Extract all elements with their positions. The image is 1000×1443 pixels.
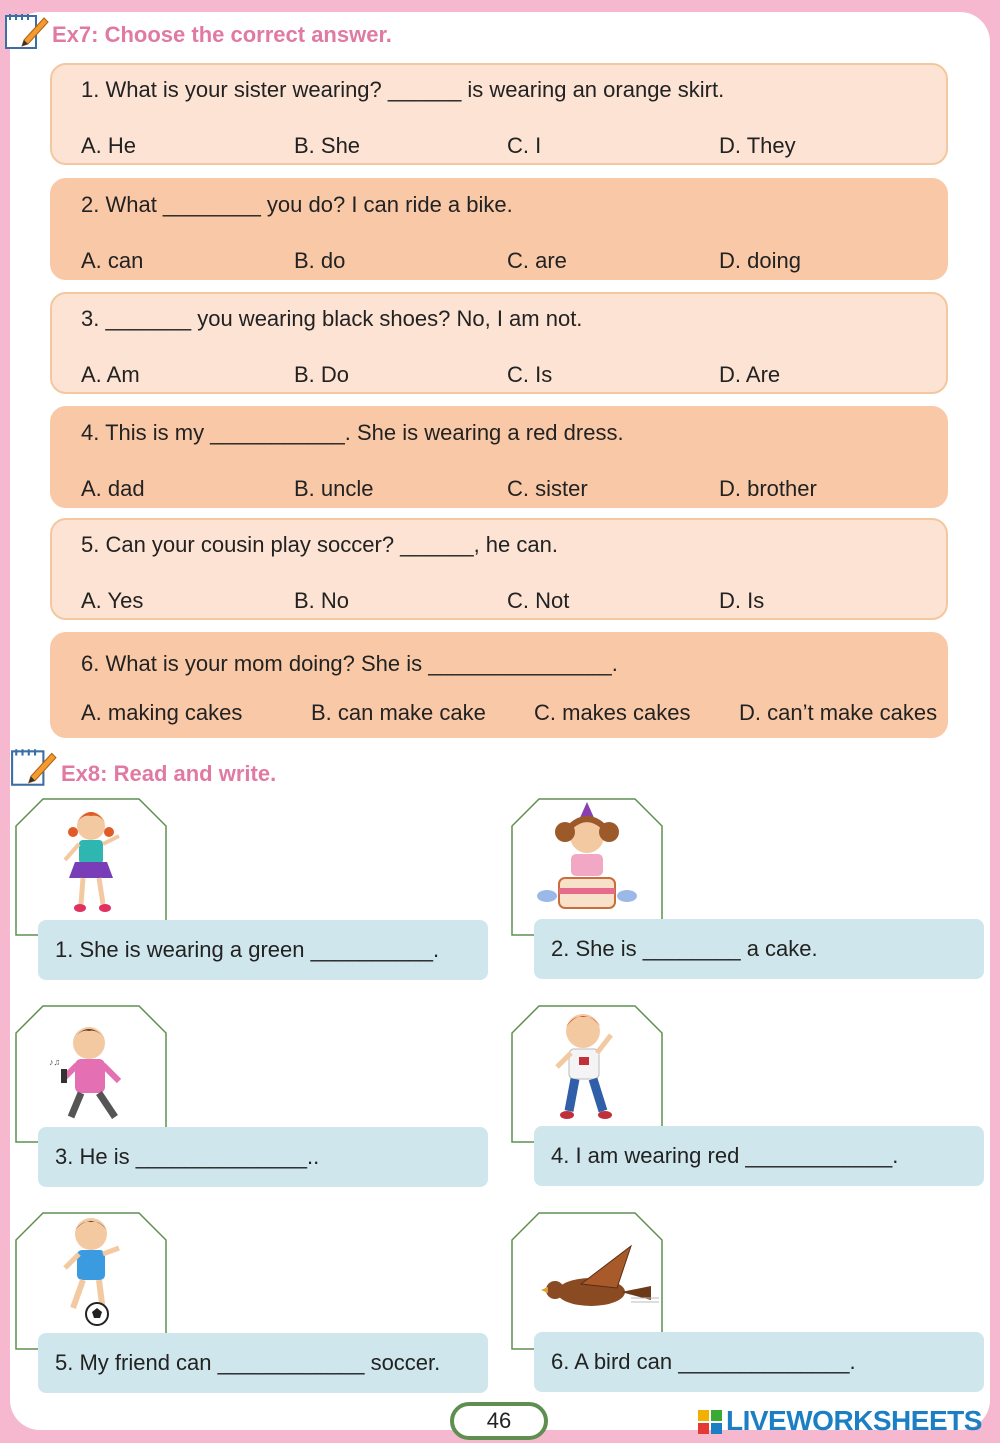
option-d[interactable]: D. Are — [719, 362, 781, 387]
option-a[interactable]: A. Yes — [81, 588, 144, 613]
option-a[interactable]: A. Am — [81, 362, 140, 387]
option-b[interactable]: B. can make cake — [311, 700, 486, 725]
question-4 — [50, 406, 948, 508]
question-6 — [50, 632, 948, 738]
page-number: 46 — [450, 1402, 548, 1440]
option-b[interactable]: B. No — [294, 588, 350, 613]
question-text: 2. What ________ you do? I can ride a bike. — [81, 192, 513, 217]
option-d[interactable]: D. Is — [719, 588, 765, 613]
question-5 — [50, 518, 948, 620]
brand-name: LIVEWORKSHEETS — [726, 1405, 982, 1436]
question-text: 3. _______ you wearing black shoes? No, I am not. — [81, 306, 583, 331]
option-a[interactable]: A. can — [81, 248, 144, 273]
notepad-pencil-icon — [10, 745, 58, 789]
question-1 — [50, 63, 948, 165]
answer-box-3[interactable]: 3. He is ______________.. — [38, 1127, 488, 1187]
question-text: 6. What is your mom doing? She is _______________. — [81, 651, 618, 676]
ex7-title: Ex7: Choose the correct answer. — [52, 22, 392, 47]
svg-text:♪♫: ♪♫ — [49, 1057, 61, 1067]
option-c[interactable]: C. makes cakes — [534, 700, 691, 725]
ex8-title: Ex8: Read and write. — [61, 761, 277, 786]
option-c[interactable]: C. Not — [507, 588, 570, 613]
option-c[interactable]: C. are — [507, 248, 567, 273]
option-d[interactable]: D. brother — [719, 476, 817, 501]
option-b[interactable]: B. do — [294, 248, 346, 273]
question-text: 4. This is my ___________. She is wearing a red dress. — [81, 420, 624, 445]
question-2 — [50, 178, 948, 280]
option-d[interactable]: D. They — [719, 133, 796, 158]
option-d[interactable]: D. doing — [719, 248, 801, 273]
bird-flying-picture — [511, 1212, 663, 1350]
option-b[interactable]: B. Do — [294, 362, 350, 387]
notepad-pencil-icon — [4, 10, 50, 52]
girl-eating-cake-picture — [511, 798, 663, 936]
liveworksheets-logo-icon — [698, 1410, 722, 1434]
answer-box-2[interactable]: 2. She is ________ a cake. — [534, 919, 984, 979]
option-c[interactable]: C. Is — [507, 362, 553, 387]
question-3 — [50, 292, 948, 394]
option-b[interactable]: B. She — [294, 133, 361, 158]
answer-box-6[interactable]: 6. A bird can ______________. — [534, 1332, 984, 1392]
option-c[interactable]: C. sister — [507, 476, 588, 501]
option-a[interactable]: A. making cakes — [81, 700, 243, 725]
option-a[interactable]: A. dad — [81, 476, 145, 501]
answer-box-4[interactable]: 4. I am wearing red ____________. — [534, 1126, 984, 1186]
answer-box-1[interactable]: 1. She is wearing a green __________. — [38, 920, 488, 980]
girl-walking-picture — [15, 798, 167, 936]
option-a[interactable]: A. He — [81, 133, 137, 158]
answer-box-5[interactable]: 5. My friend can ____________ soccer. — [38, 1333, 488, 1393]
boy-dancing-picture — [511, 1005, 663, 1143]
option-d[interactable]: D. can’t make cakes — [739, 700, 938, 725]
option-b[interactable]: B. uncle — [294, 476, 374, 501]
boy-singing-picture — [15, 1005, 167, 1143]
option-c[interactable]: C. I — [507, 133, 542, 158]
question-text: 1. What is your sister wearing? ______ is wearing an orange skirt. — [81, 77, 725, 102]
boy-playing-soccer-picture — [15, 1212, 167, 1350]
question-text: 5. Can your cousin play soccer? ______, he can. — [81, 532, 558, 557]
